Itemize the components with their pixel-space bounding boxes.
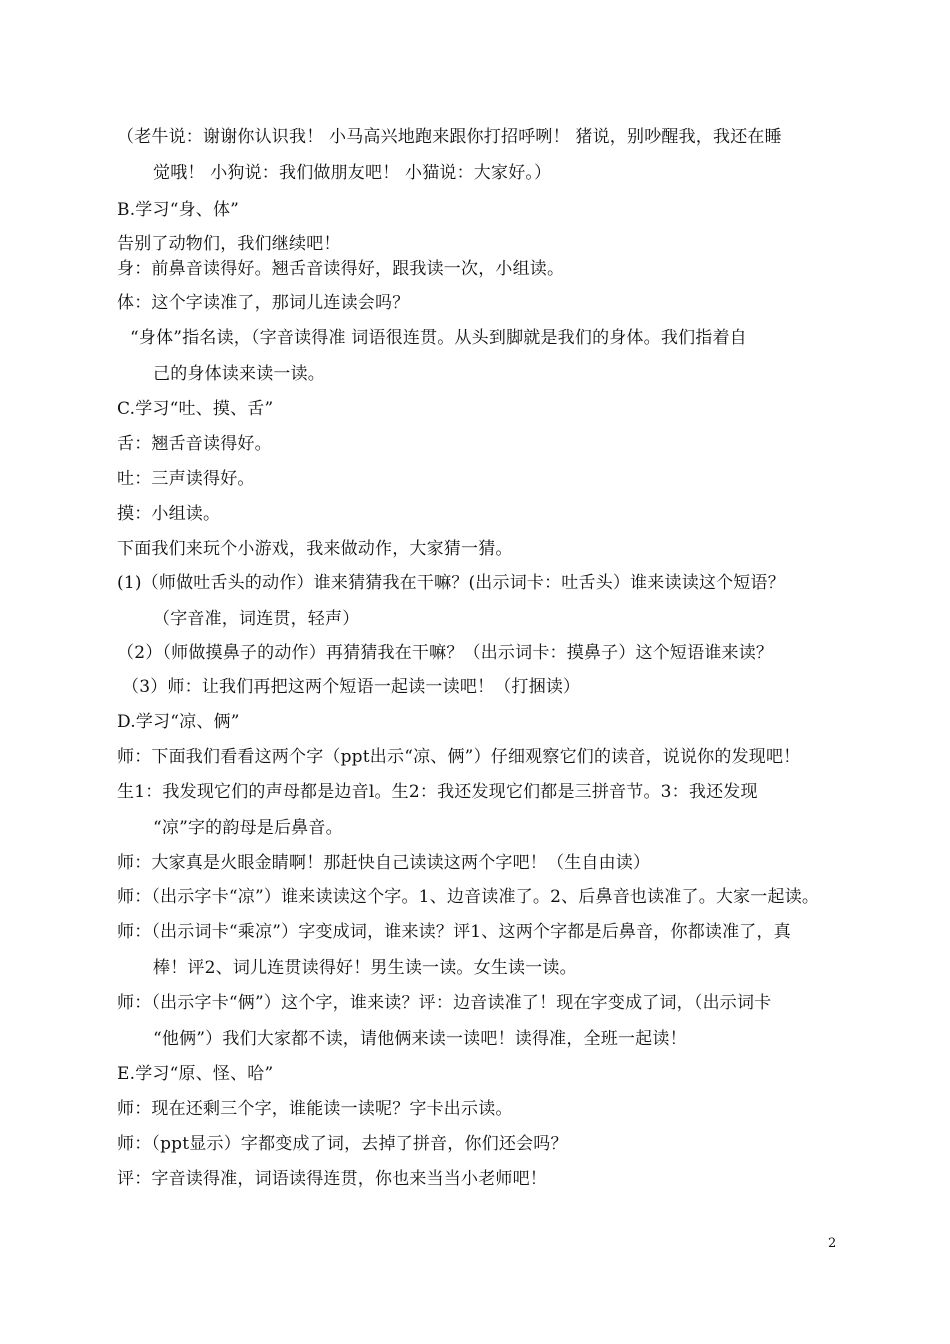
text-line: 舌：翘舌音读得好。 [117, 434, 272, 454]
text-line: 己的身体读来读一读。 [153, 364, 325, 384]
text-line: 师：（出示字卡“凉”）谁来读读这个字。1、边音读准了。2、后鼻音也读准了。大家一起读。 [117, 887, 820, 907]
section-heading: B.学习“身、体” [117, 200, 240, 220]
text-line: 告别了动物们，我们继续吧！ [117, 234, 341, 254]
text-line: （字音准，词连贯，轻声） [153, 609, 360, 629]
text-line: (1)（师做吐舌头的动作）谁来猜猜我在干嘛？(出示词卡：吐舌头）谁来读读这个短语？ [117, 573, 785, 593]
text-line: 评：字音读得准，词语读得连贯，你也来当当小老师吧！ [117, 1169, 547, 1189]
text-line: 师：（出示字卡“俩”）这个字，谁来读？评：边音读准了！现在字变成了词，（出示词卡 [117, 993, 772, 1013]
text-line: 师：下面我们看看这两个字（ppt出示“凉、俩”）仔细观察它们的读音，说说你的发现吧！ [117, 747, 801, 767]
text-line: “身体”指名读，（字音读得准 词语很连贯。从头到脚就是我们的身体。我们指着自 [130, 328, 747, 348]
text-line: “凉”字的韵母是后鼻音。 [153, 818, 343, 838]
page-number: 2 [828, 1236, 837, 1251]
text-line: （老牛说：谢谢你认识我！ 小马高兴地跑来跟你打招呼咧！ 猪说，别吵醒我，我还在睡 [117, 127, 782, 147]
text-line: （2）（师做摸鼻子的动作）再猜猜我在干嘛？（出示词卡：摸鼻子）这个短语谁来读？ [117, 643, 774, 663]
text-line: 生1：我发现它们的声母都是边音l。生2：我还发现它们都是三拼音节。3：我还发现 [117, 782, 758, 802]
text-line: 吐：三声读得好。 [117, 469, 255, 489]
text-line: 师：现在还剩三个字，谁能读一读呢？字卡出示读。 [117, 1099, 513, 1119]
text-line: “他俩”）我们大家都不读，请他俩来读一读吧！读得准，全班一起读！ [153, 1029, 687, 1049]
text-line: 师：大家真是火眼金睛啊！那赶快自己读读这两个字吧！（生自由读） [117, 853, 651, 873]
text-line: 师：（ppt显示）字都变成了词，去掉了拼音，你们还会吗？ [117, 1134, 568, 1154]
text-line: 摸：小组读。 [117, 504, 221, 524]
section-heading: C.学习“吐、摸、舌” [117, 399, 274, 419]
text-line: 下面我们来玩个小游戏，我来做动作，大家猜一猜。 [117, 539, 513, 559]
text-line: 体：这个字读准了，那词儿连读会吗？ [117, 293, 410, 313]
section-heading: E.学习“原、怪、哈” [117, 1064, 274, 1084]
text-line: 师：（出示词卡“乘凉”）字变成词，谁来读？评1、这两个字都是后鼻音，你都读准了，真 [117, 922, 791, 942]
text-line: 身：前鼻音读得好。翘舌音读得好，跟我读一次，小组读。 [117, 259, 565, 279]
text-line: （3）师：让我们再把这两个短语一起读一读吧！（打捆读） [122, 677, 581, 697]
section-heading: D.学习“凉、俩” [117, 712, 240, 732]
text-line: 觉哦！ 小狗说：我们做朋友吧！ 小猫说：大家好。） [153, 163, 552, 183]
text-line: 棒！评2、词儿连贯读得好！男生读一读。女生读一读。 [153, 958, 577, 978]
